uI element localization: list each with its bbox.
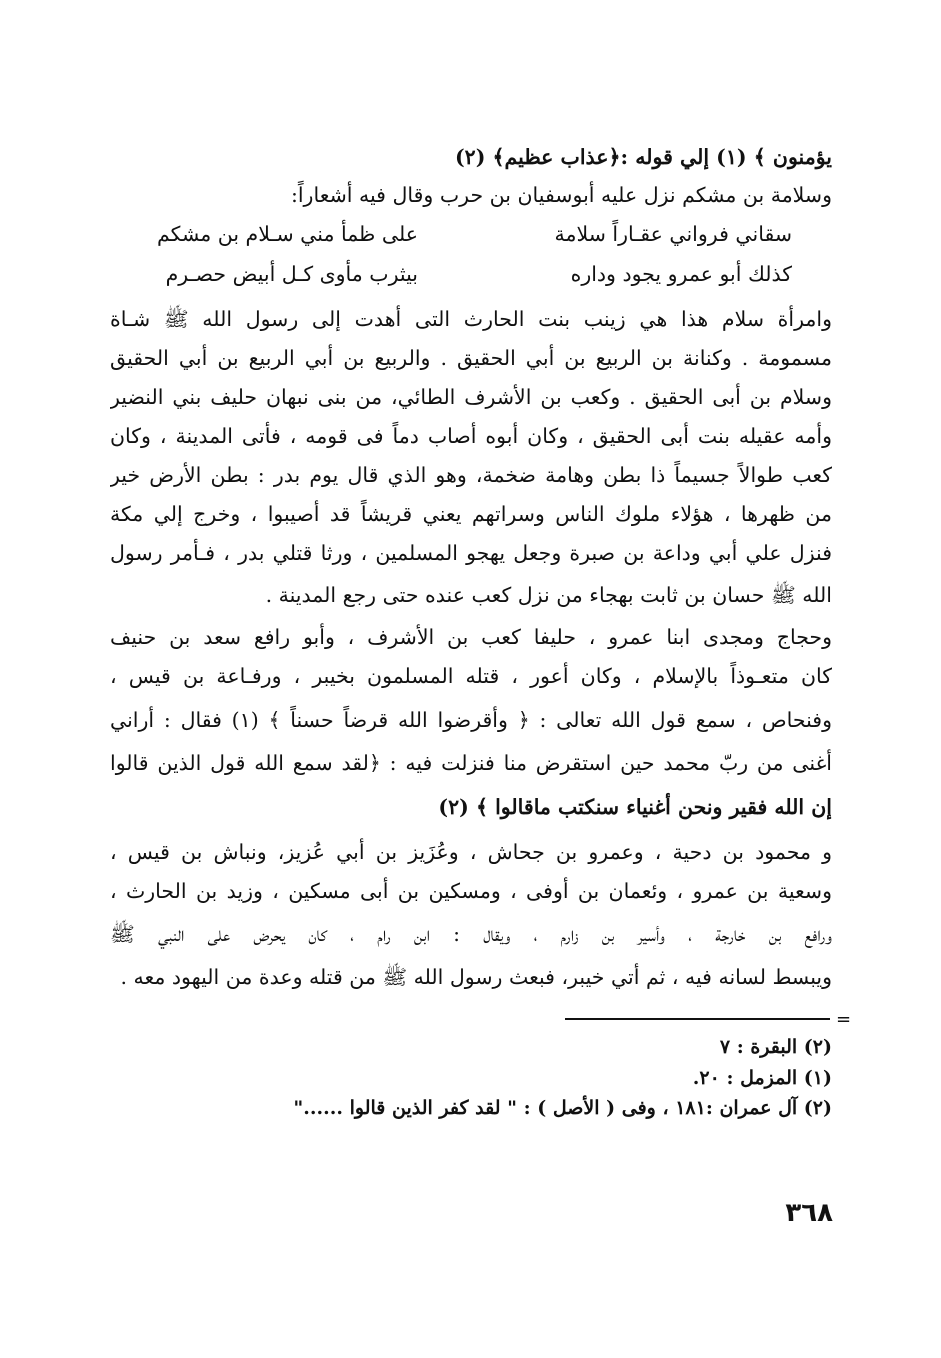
page-number: ٣٦٨ (785, 1198, 833, 1228)
footnote-rule-mark: = (836, 1009, 852, 1030)
paragraph-2-line-3: وفنحاص ، سمع قول الله تعالى : ﴿ وأقرضوا الله قرضاً حسناً ﴾ (١) فقال : أراني (110, 708, 832, 732)
footnote-1: (٢) البقرة : ٧ (719, 1036, 832, 1058)
footnote-divider (565, 1018, 830, 1020)
paragraph-3-line-4: ويبسط لسانه فيه ، ثم أتي خيبر، فبعث رسول الله ﷺ من قتله وعدة من اليهود معه . (120, 965, 832, 989)
poem-hemistich-second: بيثرب مأوى كـل أبيض حصـرم (165, 262, 418, 286)
paragraph-1-line-7: فنزل علي أبي وداعة بن صبرة وجعل يهجو المسلمين ، ورثا قتلي بدر ، فـأمر رسول (110, 541, 832, 565)
paragraph-2-line-2: كان متعـوذاً بالإسلام ، وكان أعور ، قتله المسلمون بخيبر ، ورفـاعة بن قيس ، (110, 664, 832, 688)
paragraph-1-line-8: الله ﷺ حسان بن ثابت بهجاء من نزل كعب عنده حتى رجع المدينة . (265, 583, 832, 607)
paragraph-2-line-1: وحجاج ومجدى ابنا عمرو ، حليفا كعب بن الأشرف ، وأبو رافع سعد بن حنيف (110, 625, 832, 649)
paragraph-2-line-5: إن الله فقير ونحن أغنياء سنكتب ماقالوا ﴾ (٢) (438, 795, 832, 819)
poem-hemistich-first: كذلك أبو عمرو يجود وداره (570, 262, 792, 286)
paragraph-1-line-5: كعب طوالاً جسيماً ذا بطن وهامة ضخمة، وهو الذي قال يوم بدر : بطن الأرض خير (110, 463, 832, 487)
paragraph-3-line-1: و محمود بن دحية ، وعمرو بن جحاش ، وعُزَيز بن أبي عُزيز، ونباش بن قيس ، (110, 840, 832, 864)
footnote-3: (٢) آل عمران :١٨١ ، وفى ( الأصل ) : " لقد كفر الذين قالوا ......" (293, 1097, 832, 1119)
poem-hemistich-first: سقاني فرواني عقـاراً سلامة (554, 222, 792, 246)
paragraph-2-line-4: أغنى من ربّ محمد حين استقرض منا فنزلت فيه : ﴿لقد سمع الله قول الذين قالوا (110, 751, 832, 775)
paragraph-1-line-2: مسمومة . وكنانة بن الربيع بن أبي الحقيق . والربيع بن أبي الربيع بن أبي الحقيق (110, 346, 832, 370)
paragraph-1-line-3: وسلام بن أبى الحقيق . وكعب بن الأشرف الطائي، من بنى نبهان حليف بني النضير (110, 385, 832, 409)
poem-hemistich-second: على ظمأ مني سـلام بن مشكم (156, 222, 418, 246)
paragraph-1-line-6: من ظهرها ، هؤلاء ملوك الناس وسراتهم يعني قريشاً قد أصيبوا ، وخرج إلي مكة (110, 502, 832, 526)
text-line-1: يؤمنون ﴾ (١) إلي قوله :﴿عذاب عظيم﴾ (٢) (454, 145, 832, 169)
poem-verse-1 (110, 214, 832, 254)
text-line-2: وسلامة بن مشكم نزل عليه أبوسفيان بن حرب وقال فيه أشعاراً: (290, 183, 832, 207)
paragraph-1-line-4: وأمه عقيله بنت أبى الحقيق ، وكان أبوه أصاب دماً فى قومه ، فأتى المدينة ، وكان (110, 424, 832, 448)
poem-verse-2 (110, 254, 832, 294)
paragraph-3-line-3: ورافع بن خارجة ، وأسير بن زارم ، ويقال : ابن رام ، كان يحرض على النبي ﷺ (110, 922, 832, 946)
footnote-2: (١) المزمل : ٢٠. (692, 1067, 832, 1089)
paragraph-3-line-2: وسعية بن عمرو ، وئعمان بن أوفى ، ومسكين بن أبى مسكين ، وزيد بن الحارث ، (110, 879, 832, 903)
paragraph-1-line-1: وامرأة سلام هذا هي زينب بنت الحارث التى أهدت إلى رسول الله ﷺ شـاة (110, 307, 832, 331)
